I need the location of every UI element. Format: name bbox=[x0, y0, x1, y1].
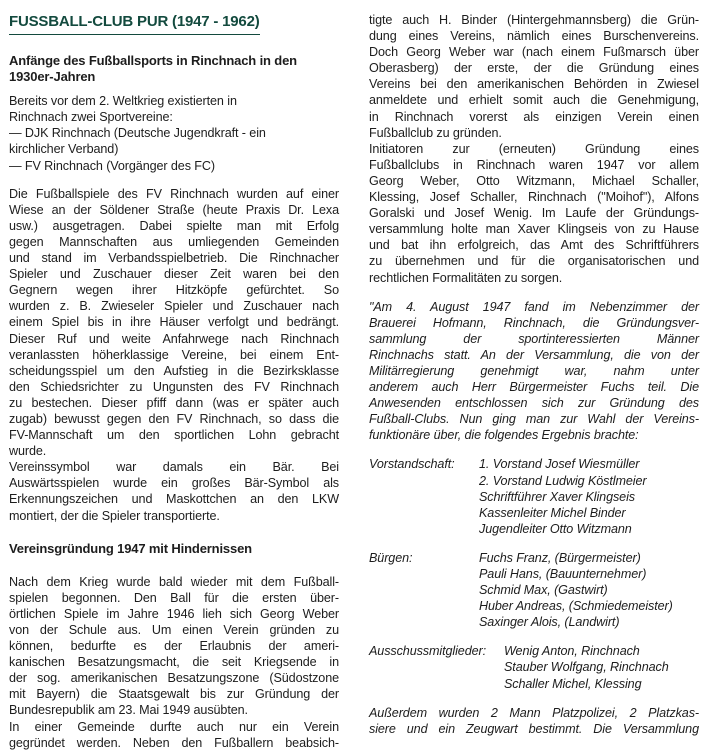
roster-ausschussmitglieder-label: Ausschussmitglieder: bbox=[369, 644, 486, 659]
text-line: veranlassten höherklassige Vereine, bei einem Ent- bbox=[9, 347, 339, 362]
article-title-text: FUSSBALL-CLUB PUR (1947 - 1962) bbox=[9, 12, 260, 35]
text-line: versammlung holte man Xaver Klingseis von zu Hause bbox=[369, 222, 699, 237]
text-line: Erkennungszeichen und Maskottchen an den LKW bbox=[9, 492, 339, 507]
text-line: zu übernehmen und für die organisatorischen und bbox=[369, 254, 699, 269]
text-line: rechtlichen Formalitäten zu sorgen. bbox=[369, 270, 563, 285]
text-line: funktionäre über, die folgendes Ergebnis brachte: bbox=[369, 428, 639, 443]
text-line: Gegnern wegen ihrer Hitzköpfe gefürchtet. So bbox=[9, 283, 339, 298]
text-line: Fußball-Clubs. Nun ging man zur Wahl der Vereins- bbox=[369, 412, 699, 427]
section-heading-gruendung: Vereinsgründung 1947 mit Hindernissen bbox=[9, 540, 252, 556]
roster-buergen bbox=[369, 550, 699, 630]
paragraph-binder bbox=[369, 12, 699, 141]
roster-buergen-entries bbox=[479, 550, 699, 630]
text-line: Initiatoren zur (erneuten) Gründung eines bbox=[369, 141, 699, 156]
paragraph-gemeinde bbox=[9, 719, 339, 750]
text-line: FV-Mannschaft um den sportlichen Lohn gebracht bbox=[9, 428, 339, 443]
text-line: Anfänge des Fußballsports in Rinchnach in den bbox=[9, 53, 297, 68]
text-line: örtlichen Spiele im Jahre 1946 lieh sich Georg Weber bbox=[9, 606, 339, 621]
text-line: und bat ihn erfolgreich, das Amt des Schriftführers bbox=[369, 238, 699, 253]
section-heading-anfaenge bbox=[9, 53, 339, 85]
text-line: Spieler und Zuschauer dieser Zeit waren bei den bbox=[9, 267, 339, 282]
text-line: Pauli Hans, (Bauunternehmer) bbox=[479, 567, 647, 581]
article-title bbox=[9, 12, 339, 35]
text-line: in Rinchnach vorerst als einzigen Verein einen bbox=[369, 109, 699, 124]
roster-ausschussmitglieder-entries bbox=[504, 643, 699, 691]
right-column bbox=[369, 12, 699, 750]
text-line: gegründet werden. Neben den Fußballern beabsich- bbox=[9, 735, 339, 750]
left-column bbox=[9, 12, 339, 750]
text-line: Außerdem wurden 2 Mann Platzpolizei, 2 Platzkas- bbox=[369, 705, 699, 720]
roster-buergen-label: Bürgen: bbox=[369, 550, 413, 565]
text-line: Bundesrepublik am 23. Mai 1949 ausübten. bbox=[9, 703, 248, 718]
text-line: 1930er-Jahren bbox=[9, 69, 96, 85]
text-line: Rinchnachs statt. An der Versammlung, die von der bbox=[369, 347, 699, 362]
text-line: anderem auch Herr Bürgermeister Fuchs teil. Die bbox=[369, 380, 699, 395]
text-line: In einer Gemeinde durfte auch nur ein Verein bbox=[9, 719, 339, 734]
text-line: "Am 4. August 1947 fand im Nebenzimmer der bbox=[369, 299, 699, 314]
text-line: einem Spiel bis in ihre Häuser verfolgt und bedrängt. bbox=[9, 315, 339, 330]
text-line: Doch Georg Weber war (nach einem Fußmarsch über bbox=[369, 45, 699, 60]
text-line: gegen Mannschaften aus umliegenden Gemeinden bbox=[9, 234, 339, 249]
text-line: dung eines Vereins, nämlich eines Burschenvereins. bbox=[369, 29, 699, 44]
text-line: kirchlicher Verband) bbox=[9, 142, 119, 157]
text-line: Militärregierung genehmigt war, nahm unter bbox=[369, 363, 699, 378]
text-line: Die Fußballspiele des FV Rinchnach wurden auf einer bbox=[9, 186, 339, 201]
text-line: Fußballclub zu gründen. bbox=[369, 125, 502, 140]
text-line: Oberasberg) der erste, der die Gründung eines bbox=[369, 61, 699, 76]
quote-gruendungsversammlung bbox=[369, 299, 699, 444]
text-line: Schriftführer Xaver Klingseis bbox=[479, 489, 635, 504]
text-line: zugab) bewusst gegen den FV Rinchnach, so dass die bbox=[9, 411, 339, 426]
text-line: siere und ein Zeugwart bestimmt. Die Versammlung bbox=[369, 721, 699, 736]
text-line: 2. Vorstand Ludwig Köstlmeier bbox=[479, 473, 647, 488]
paragraph-fv-spiele bbox=[9, 186, 339, 460]
text-line: usw.) ausgetragen. Dabei spielte man mit Erfolg bbox=[9, 218, 339, 233]
paragraph-initiatoren bbox=[369, 141, 699, 286]
text-line: Schmid Max, (Gastwirt) bbox=[479, 583, 608, 598]
text-line: Dieser Ruf und weite Anfahrwege nach Rinchnach bbox=[9, 331, 339, 346]
text-line: spielen begonnen. Den Ball für die ersten über- bbox=[9, 590, 339, 605]
text-line: anmeldete und erhielt somit auch die Genehmigung, bbox=[369, 93, 699, 108]
text-line: Kassenleiter Michel Binder bbox=[479, 505, 626, 520]
paragraph-vereinssymbol bbox=[9, 459, 339, 523]
text-line: Goralski und Josef Wenig. Im Laufe der Gründungs- bbox=[369, 206, 699, 221]
text-line: Fußballclubs in Rinchnach waren 1947 vor allem bbox=[369, 157, 699, 172]
roster-vorstandschaft-label: Vorstandschaft: bbox=[369, 457, 455, 472]
paragraph-nach-dem-krieg bbox=[9, 574, 339, 719]
text-line: tigte auch H. Binder (Hintergehmannsberg) die Grün- bbox=[369, 13, 699, 27]
text-line: Wiese an der Söldener Straße (heute Praxis Dr. Lexa bbox=[9, 202, 339, 217]
text-line: Klessing, Josef Schaller, Rinchnach ("Moihof"), Alfons bbox=[369, 190, 699, 205]
text-line: Stauber Wolfgang, Rinchnach bbox=[504, 660, 669, 675]
text-line: Nach dem Krieg wurde bald wieder mit dem Fußball- bbox=[9, 574, 339, 589]
paragraph-sportvereine-list bbox=[9, 93, 339, 173]
text-line: wurden z. B. Zwieseler Spieler und Zuschauer nach bbox=[9, 299, 339, 314]
text-line: können, bedurfte es der Erlaubnis der ameri- bbox=[9, 639, 339, 654]
text-line: und stand im Verbandsspielbetrieb. Die Rinchnacher bbox=[9, 251, 339, 266]
text-line: von der Schule aus. Um einen Verein gründen zu bbox=[9, 623, 339, 637]
text-line: Jugendleiter Otto Witzmann bbox=[479, 521, 632, 536]
text-line: der sog. amerikanischen Besatzungszone (Südostzone bbox=[9, 671, 339, 686]
text-line: zu bestechen. Dieser pfiff dann (was er später auch bbox=[9, 395, 339, 410]
text-line: scheidungsspiel um den Aufstieg in die Bezirksklasse bbox=[9, 363, 339, 378]
text-line: den Schiedsrichter zu Ungunsten des FV Rinchnach bbox=[9, 379, 339, 394]
text-line: Bereits vor dem 2. Weltkrieg existierten in bbox=[9, 94, 237, 109]
text-line: Anwesenden entschlossen sich zur Gründung des bbox=[369, 396, 699, 411]
text-line: Georg Weber, Otto Witzmann, Michael Schaller, bbox=[369, 173, 699, 188]
roster-vorstandschaft-entries bbox=[479, 456, 699, 536]
text-line: sammlung der sportinteressierten Männer bbox=[369, 331, 699, 346]
text-line: 1. Vorstand Josef Wiesmüller bbox=[479, 457, 640, 472]
paragraph-ausserdem bbox=[369, 705, 699, 737]
text-line: — FV Rinchnach (Vorgänger des FC) bbox=[9, 158, 215, 173]
text-line: Vereins bei den amerikanischen Behörden in Zwiesel bbox=[369, 77, 699, 92]
text-line: wurde. bbox=[9, 444, 47, 459]
text-line: montiert, der die Spieler transportierte. bbox=[9, 508, 220, 523]
roster-vorstandschaft bbox=[369, 456, 699, 536]
roster-ausschussmitglieder bbox=[369, 643, 699, 691]
text-line: Wenig Anton, Rinchnach bbox=[504, 644, 640, 659]
text-line: Vereinssymbol war damals ein Bär. Bei bbox=[9, 460, 339, 475]
text-line: Rinchnach zwei Sportvereine: bbox=[9, 110, 173, 125]
text-line: Saxinger Alois, (Landwirt) bbox=[479, 615, 620, 630]
text-line: Huber Andreas, (Schmiedemeister) bbox=[479, 599, 673, 614]
text-line: Auswärtsspielen wurde ein großes Bär-Symbol als bbox=[9, 476, 339, 491]
text-line: Schaller Michel, Klessing bbox=[504, 676, 642, 691]
text-line: Brauerei Hofmann, Rinchnach, die Gründungsver- bbox=[369, 315, 699, 330]
text-line: kanischen Besatzungsmacht, die seit Kriegsende in bbox=[9, 655, 339, 670]
text-line: Fuchs Franz, (Bürgermeister) bbox=[479, 550, 641, 565]
text-line: mit Bayern) die Staatsgewalt bis zur Gründung der bbox=[9, 687, 339, 702]
text-line: — DJK Rinchnach (Deutsche Jugendkraft - ein bbox=[9, 126, 266, 141]
